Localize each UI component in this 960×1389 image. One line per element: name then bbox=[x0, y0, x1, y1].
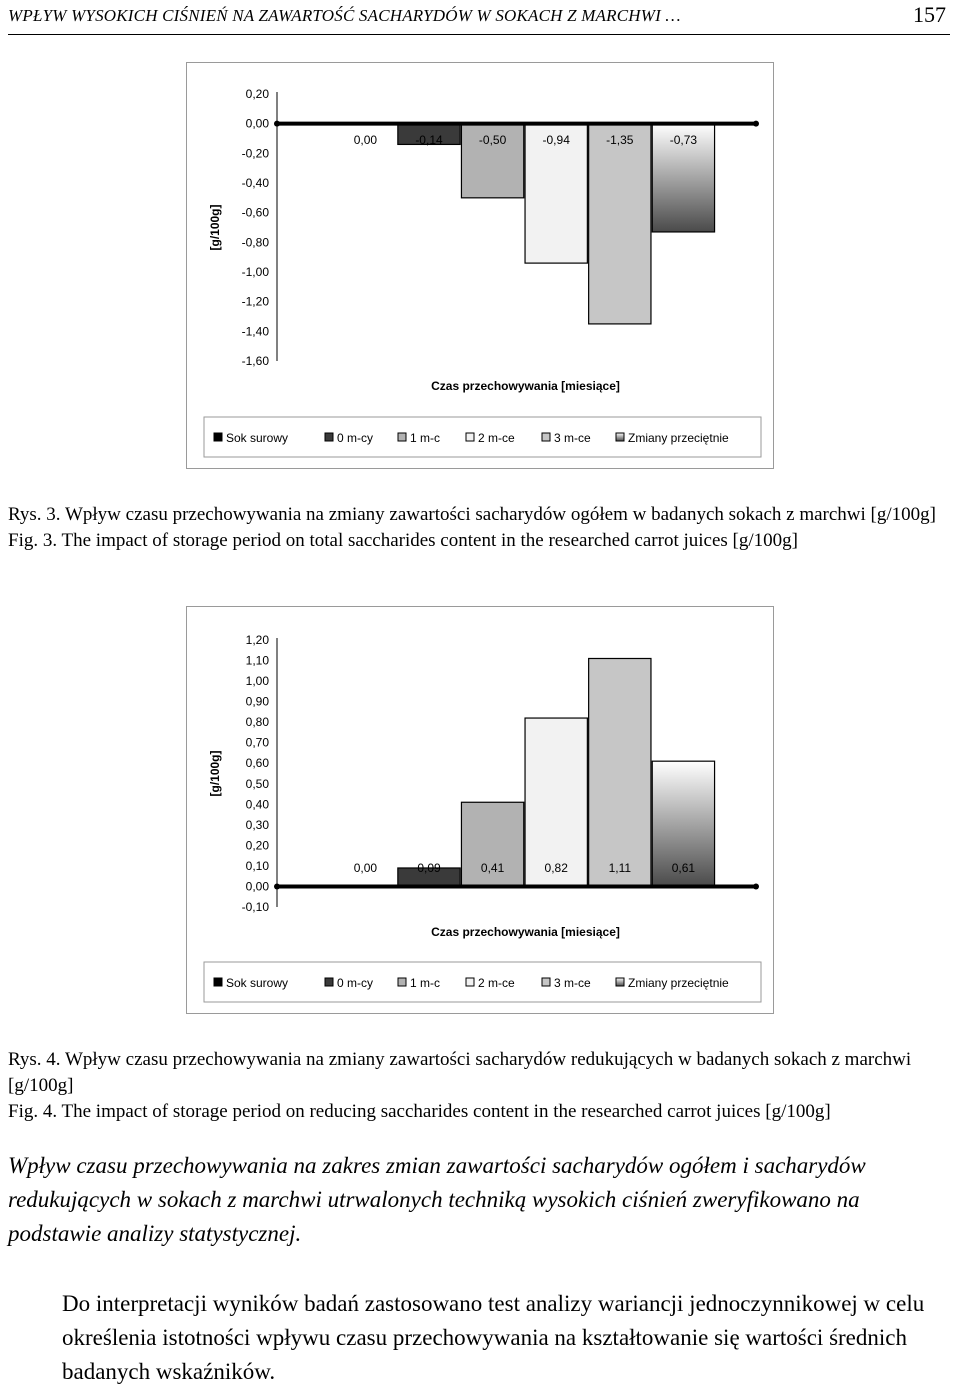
figure-3-chart bbox=[186, 62, 774, 469]
data-label: 1,11 bbox=[609, 861, 632, 875]
y-axis-title: [g/100g] bbox=[208, 204, 222, 250]
data-label: -0,73 bbox=[670, 133, 698, 147]
legend-label: 2 m-ce bbox=[478, 976, 515, 990]
legend-label: Sok surowy bbox=[226, 976, 288, 990]
figure-4-caption-en: Fig. 4. The impact of storage period on reducing saccharides content in the researched carrot juices [g/100g] bbox=[8, 1099, 952, 1125]
data-label: 0,82 bbox=[545, 861, 569, 875]
y-tick-label: -0,60 bbox=[242, 206, 270, 220]
data-label: 0,61 bbox=[672, 861, 696, 875]
running-header bbox=[8, 0, 950, 35]
y-tick-label: 0,80 bbox=[246, 715, 270, 729]
legend-swatch-5 bbox=[542, 433, 550, 441]
y-tick-label: 0,30 bbox=[246, 818, 270, 832]
legend-swatch-2 bbox=[325, 978, 333, 986]
legend-swatch-6 bbox=[616, 433, 624, 441]
bar-5 bbox=[589, 658, 651, 886]
y-axis-title: [g/100g] bbox=[208, 750, 222, 796]
legend-label: 0 m-cy bbox=[337, 431, 373, 445]
x-axis-title: Czas przechowywania [miesiące] bbox=[431, 925, 620, 939]
body-paragraph-block bbox=[8, 1287, 950, 1389]
legend-swatch-3 bbox=[398, 433, 406, 441]
figure-3-svg bbox=[187, 63, 773, 468]
y-tick-label: 0,40 bbox=[246, 797, 270, 811]
y-tick-label: 0,50 bbox=[246, 777, 270, 791]
y-tick-label: -0,80 bbox=[242, 235, 270, 249]
axis-end-dot bbox=[753, 883, 759, 889]
body-paragraph: Do interpretacji wyników badań zastosowano test analizy wariancji jednoczynnikowej w celu określenia istotności wpływu czasu przechowywania na kształtowanie się wartości średnich badanych wskaźników. bbox=[8, 1287, 950, 1389]
y-tick-label: 0,20 bbox=[246, 87, 270, 101]
y-tick-label: -0,20 bbox=[242, 146, 270, 160]
figure-3-caption-en: Fig. 3. The impact of storage period on total saccharides content in the researched carrot juices [g/100g] bbox=[8, 528, 952, 554]
y-tick-label: 1,20 bbox=[246, 633, 270, 647]
section-heading: Wpływ czasu przechowywania na zakres zmian zawartości sacharydów ogółem i sacharydów redukujących w sokach z marchwi utrwalonych techniką wysokich ciśnień zweryfikowano na podstawie analizy statystycznej. bbox=[8, 1149, 950, 1251]
figure-4-svg bbox=[187, 607, 773, 1013]
data-label: 0,00 bbox=[354, 861, 378, 875]
figure-4-caption bbox=[8, 1047, 952, 1125]
legend-label: 2 m-ce bbox=[478, 431, 515, 445]
figure-4-caption-pl: Rys. 4. Wpływ czasu przechowywania na zmiany zawartości sacharydów redukujących w badanych sokach z marchwi [g/100g] bbox=[8, 1047, 952, 1099]
legend-swatch-6 bbox=[616, 978, 624, 986]
legend-swatch-1 bbox=[214, 978, 222, 986]
legend-label: 3 m-ce bbox=[554, 431, 591, 445]
y-tick-label: -0,40 bbox=[242, 176, 270, 190]
x-axis-title: Czas przechowywania [miesiące] bbox=[431, 379, 620, 393]
legend-label: 1 m-c bbox=[410, 431, 440, 445]
bar-5 bbox=[589, 124, 651, 324]
legend-swatch-3 bbox=[398, 978, 406, 986]
y-tick-label: -1,60 bbox=[242, 354, 270, 368]
y-tick-label: 1,00 bbox=[246, 674, 270, 688]
data-label: -0,94 bbox=[543, 133, 571, 147]
page-number: 157 bbox=[913, 2, 946, 28]
y-tick-label: 1,10 bbox=[246, 654, 270, 668]
y-tick-label: 0,90 bbox=[246, 695, 270, 709]
legend-label: 3 m-ce bbox=[554, 976, 591, 990]
y-tick-label: -0,10 bbox=[242, 900, 270, 914]
legend-label: Sok surowy bbox=[226, 431, 288, 445]
y-tick-label: -1,00 bbox=[242, 265, 270, 279]
figure-4-chart bbox=[186, 606, 774, 1014]
figure-3-caption bbox=[8, 502, 952, 554]
data-label: 0,09 bbox=[417, 861, 441, 875]
legend-label: 1 m-c bbox=[410, 976, 440, 990]
legend-label: Zmiany przeciętnie bbox=[628, 431, 729, 445]
legend-swatch-4 bbox=[466, 433, 474, 441]
figure-3-caption-pl: Rys. 3. Wpływ czasu przechowywania na zmiany zawartości sacharydów ogółem w badanych sokach z marchwi [g/100g] bbox=[8, 502, 952, 528]
y-tick-label: -1,20 bbox=[242, 295, 270, 309]
y-tick-label: 0,60 bbox=[246, 756, 270, 770]
axis-start-dot bbox=[274, 121, 280, 127]
y-tick-label: 0,00 bbox=[246, 117, 270, 131]
axis-start-dot bbox=[274, 883, 280, 889]
running-header-title: WPŁYW WYSOKICH CIŚNIEŃ NA ZAWARTOŚĆ SACHARYDÓW W SOKACH Z MARCHWI … bbox=[8, 6, 681, 26]
data-label: -0,14 bbox=[415, 133, 443, 147]
legend-swatch-1 bbox=[214, 433, 222, 441]
y-tick-label: 0,20 bbox=[246, 838, 270, 852]
y-tick-label: 0,70 bbox=[246, 736, 270, 750]
data-label: 0,41 bbox=[481, 861, 505, 875]
legend-swatch-2 bbox=[325, 433, 333, 441]
axis-end-dot bbox=[753, 121, 759, 127]
y-tick-label: 0,10 bbox=[246, 859, 270, 873]
y-tick-label: -1,40 bbox=[242, 324, 270, 338]
data-label: 0,00 bbox=[354, 133, 378, 147]
legend-swatch-5 bbox=[542, 978, 550, 986]
legend-label: 0 m-cy bbox=[337, 976, 373, 990]
legend-swatch-4 bbox=[466, 978, 474, 986]
data-label: -0,50 bbox=[479, 133, 507, 147]
data-label: -1,35 bbox=[606, 133, 634, 147]
legend-label: Zmiany przeciętnie bbox=[628, 976, 729, 990]
y-tick-label: 0,00 bbox=[246, 879, 270, 893]
